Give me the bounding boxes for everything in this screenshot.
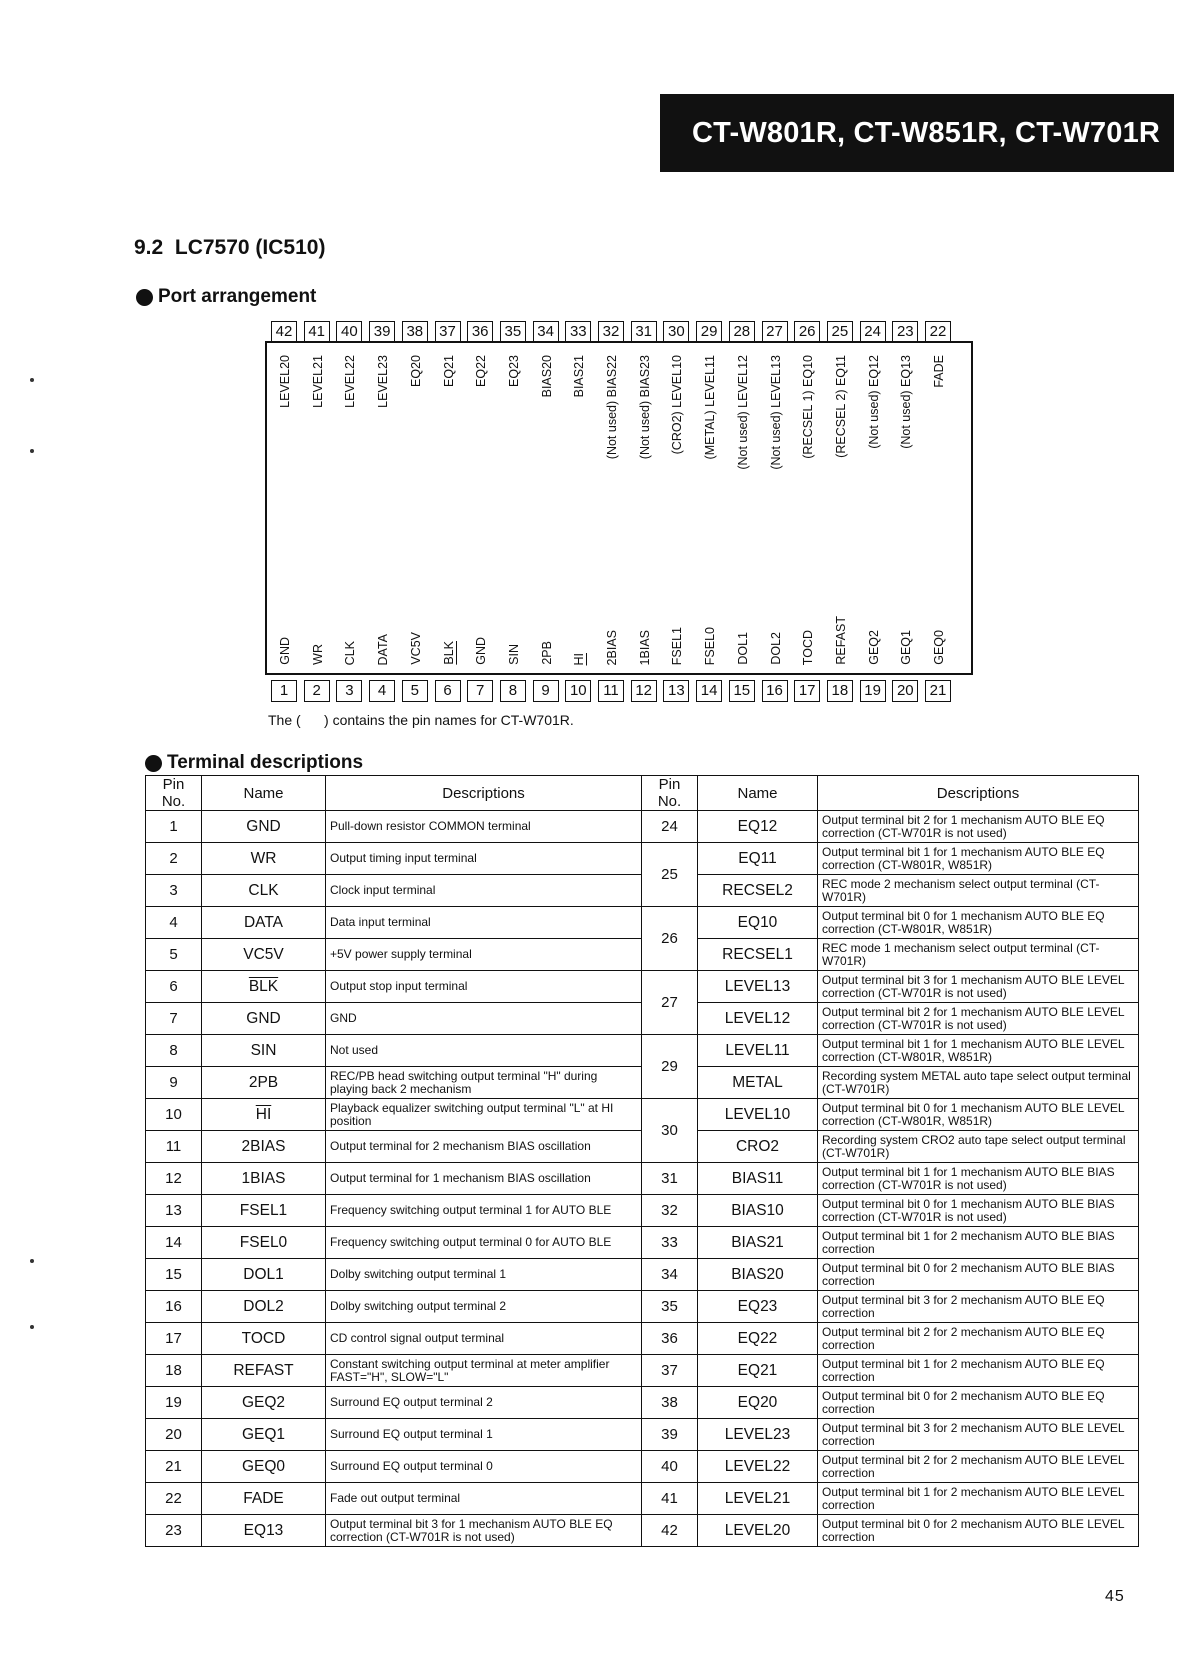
description-cell: Recording system CRO2 auto tape select output terminal (CT-W701R): [818, 1131, 1139, 1163]
description-cell: REC mode 1 mechanism select output terminal (CT-W701R): [818, 939, 1139, 971]
pin-name-cell: EQ11: [698, 843, 818, 875]
description-cell: CD control signal output terminal: [326, 1323, 642, 1355]
pin-number-cell: 24: [642, 811, 698, 843]
header-pin-no: Pin No.: [642, 776, 698, 811]
pin-number-cell: 26: [642, 907, 698, 971]
terminal-descriptions-table: [145, 775, 1139, 1547]
pin-number-cell: 21: [146, 1451, 202, 1483]
pin-label: HI: [572, 652, 587, 665]
description-cell: Pull-down resistor COMMON terminal: [326, 811, 642, 843]
description-cell: Output terminal bit 0 for 1 mechanism AUTO BLE LEVEL correction (CT-W801R, W851R): [818, 1099, 1139, 1131]
description-cell: Output terminal for 2 mechanism BIAS oscillation: [326, 1131, 642, 1163]
pin-number-box: 10: [565, 680, 591, 702]
pin-number-cell: 42: [642, 1515, 698, 1547]
margin-dot: [30, 449, 34, 453]
pin-number-box: 25: [827, 321, 853, 343]
pin-label: (RECSEL 1) EQ10: [801, 355, 816, 459]
bullet-icon: [136, 289, 153, 306]
pin-name-cell: LEVEL20: [698, 1515, 818, 1547]
terminal-heading-text: Terminal descriptions: [167, 752, 364, 773]
pin-label: 2PB: [539, 641, 554, 665]
pin-number-cell: 35: [642, 1291, 698, 1323]
description-cell: Output terminal bit 2 for 2 mechanism AUTO BLE EQ correction: [818, 1323, 1139, 1355]
description-cell: Playback equalizer switching output terminal "L" at HI position: [326, 1099, 642, 1131]
pin-label: GND: [474, 637, 489, 665]
pin-name-cell: $\overline{BLK}$: [202, 971, 326, 1003]
pin-label: FSEL0: [703, 626, 718, 665]
pin-name-cell: 2PB: [202, 1067, 326, 1099]
pin-number-box: 32: [598, 321, 624, 343]
pin-number-cell: 7: [146, 1003, 202, 1035]
port-heading-text: Port arrangement: [158, 286, 317, 307]
pin-label: WR: [310, 644, 325, 665]
pin-name-cell: VC5V: [202, 939, 326, 971]
pin-number-box: 1: [271, 680, 297, 702]
terminal-heading: [145, 752, 363, 774]
margin-dot: [30, 378, 34, 382]
section-title: [134, 236, 325, 260]
table-row: [146, 1515, 1139, 1547]
pin-name-cell: 1BIAS: [202, 1163, 326, 1195]
pin-number-box: 15: [729, 680, 755, 702]
pin-number-box: 4: [369, 680, 395, 702]
pin-label: LEVEL23: [376, 355, 391, 408]
pin-number-cell: 23: [146, 1515, 202, 1547]
pin-number-box: 17: [794, 680, 820, 702]
header-name: Name: [202, 776, 326, 811]
description-cell: Output terminal bit 2 for 1 mechanism AUTO BLE LEVEL correction (CT-W701R is not used): [818, 1003, 1139, 1035]
margin-dot: [30, 1259, 34, 1263]
pin-number-box: 13: [663, 680, 689, 702]
pin-name-cell: TOCD: [202, 1323, 326, 1355]
pin-name-cell: LEVEL10: [698, 1099, 818, 1131]
pin-number-box: 23: [892, 321, 918, 343]
pin-label: EQ21: [441, 355, 456, 387]
pin-number-box: 3: [336, 680, 362, 702]
description-cell: Output terminal bit 1 for 1 mechanism AUTO BLE BIAS correction (CT-W701R is not used): [818, 1163, 1139, 1195]
description-cell: Output terminal bit 0 for 2 mechanism AUTO BLE BIAS correction: [818, 1259, 1139, 1291]
description-cell: Output terminal bit 2 for 1 mechanism AUTO BLE EQ correction (CT-W701R is not used): [818, 811, 1139, 843]
pin-number-box: 37: [435, 321, 461, 343]
description-cell: Surround EQ output terminal 1: [326, 1419, 642, 1451]
pin-name-cell: REFAST: [202, 1355, 326, 1387]
pin-number-box: 26: [794, 321, 820, 343]
pin-number-cell: 11: [146, 1131, 202, 1163]
pin-number-box: 30: [663, 321, 689, 343]
table-row: [146, 1099, 1139, 1131]
pin-name-cell: BIAS21: [698, 1227, 818, 1259]
pin-name-cell: BIAS20: [698, 1259, 818, 1291]
description-cell: Output terminal bit 1 for 2 mechanism AUTO BLE LEVEL correction: [818, 1483, 1139, 1515]
pin-label: EQ20: [408, 355, 423, 387]
pin-number-cell: 12: [146, 1163, 202, 1195]
pin-label: 2BIAS: [605, 629, 619, 665]
description-cell: Output terminal bit 3 for 2 mechanism AUTO BLE EQ correction: [818, 1291, 1139, 1323]
pin-name-cell: LEVEL11: [698, 1035, 818, 1067]
pin-number-cell: 29: [642, 1035, 698, 1099]
pin-label: (Not used) LEVEL12: [735, 355, 750, 470]
pin-label: DOL1: [735, 632, 750, 665]
pin-number-cell: 27: [642, 971, 698, 1035]
description-cell: Output terminal bit 0 for 2 mechanism AUTO BLE LEVEL correction: [818, 1515, 1139, 1547]
pin-name-cell: LEVEL13: [698, 971, 818, 1003]
pin-number-box: 27: [762, 321, 788, 343]
pin-label: DOL2: [768, 632, 783, 665]
margin-dot: [30, 1325, 34, 1329]
pin-name-cell: EQ12: [698, 811, 818, 843]
pin-number-box: 11: [598, 680, 624, 702]
pin-label: LEVEL22: [343, 355, 358, 408]
description-cell: Output terminal bit 0 for 2 mechanism AUTO BLE EQ correction: [818, 1387, 1139, 1419]
pin-name-cell: METAL: [698, 1067, 818, 1099]
pin-number-box: 5: [402, 680, 428, 702]
pin-number-cell: 1: [146, 811, 202, 843]
table-header-row: [146, 776, 1139, 811]
pin-label: FSEL1: [670, 626, 685, 665]
table-row: [146, 1355, 1139, 1387]
description-cell: Clock input terminal: [326, 875, 642, 907]
pin-number-box: 24: [860, 321, 886, 343]
table-row: [146, 1451, 1139, 1483]
pin-name-cell: DATA: [202, 907, 326, 939]
pin-name-cell: $\overline{HI}$: [202, 1099, 326, 1131]
table-row: [146, 1323, 1139, 1355]
pin-number-cell: 37: [642, 1355, 698, 1387]
description-cell: Output terminal bit 1 for 2 mechanism AUTO BLE EQ correction: [818, 1355, 1139, 1387]
pin-number-box: 8: [500, 680, 526, 702]
pin-label: (METAL) LEVEL11: [703, 355, 718, 460]
pin-number-cell: 15: [146, 1259, 202, 1291]
description-cell: REC/PB head switching output terminal "H" during playing back 2 mechanism: [326, 1067, 642, 1099]
section-name: LC7570 (IC510): [174, 236, 326, 259]
pin-number-cell: 13: [146, 1195, 202, 1227]
pin-label: (Not used) EQ12: [866, 355, 881, 449]
description-cell: Output timing input terminal: [326, 843, 642, 875]
pin-name-cell: LEVEL12: [698, 1003, 818, 1035]
description-cell: Output terminal bit 1 for 1 mechanism AUTO BLE EQ correction (CT-W801R, W851R): [818, 843, 1139, 875]
pin-label: (Not used) EQ13: [899, 355, 914, 449]
ic-package-diagram: [265, 341, 973, 675]
header-pin-no: Pin No.: [146, 776, 202, 811]
description-cell: Output terminal for 1 mechanism BIAS oscillation: [326, 1163, 642, 1195]
pin-name-cell: BIAS10: [698, 1195, 818, 1227]
page-number: 45: [1105, 1588, 1125, 1605]
pin-number-box: 6: [435, 680, 461, 702]
pin-label: CLK: [343, 640, 358, 665]
table-row: [146, 1163, 1139, 1195]
pin-number-box: 42: [271, 321, 297, 343]
pin-label: TOCD: [801, 629, 816, 665]
pin-name-cell: WR: [202, 843, 326, 875]
pin-number-box: 2: [304, 680, 330, 702]
pin-label: (Not used) BIAS22: [605, 355, 619, 460]
pin-label: LEVEL20: [278, 355, 292, 408]
pin-number-cell: 8: [146, 1035, 202, 1067]
pin-number-cell: 41: [642, 1483, 698, 1515]
pin-label: EQ23: [506, 355, 521, 387]
pin-number-box: 34: [533, 321, 559, 343]
pin-label: BIAS20: [539, 355, 554, 398]
pin-number-box: 39: [369, 321, 395, 343]
description-cell: Output terminal bit 1 for 1 mechanism AUTO BLE LEVEL correction (CT-W801R, W851R): [818, 1035, 1139, 1067]
pin-number-cell: 36: [642, 1323, 698, 1355]
description-cell: Output terminal bit 3 for 2 mechanism AUTO BLE LEVEL correction: [818, 1419, 1139, 1451]
pin-name-cell: EQ10: [698, 907, 818, 939]
pin-name-cell: FADE: [202, 1483, 326, 1515]
description-cell: Dolby switching output terminal 1: [326, 1259, 642, 1291]
table-row: [146, 1035, 1139, 1067]
pin-number-box: 19: [860, 680, 886, 702]
pin-label: (Not used) LEVEL13: [768, 355, 783, 470]
pin-name-cell: GND: [202, 811, 326, 843]
pin-number-cell: 34: [642, 1259, 698, 1291]
pin-name-cell: GEQ0: [202, 1451, 326, 1483]
pin-label: GEQ2: [866, 630, 881, 665]
table-row: [146, 1259, 1139, 1291]
pin-number-cell: 5: [146, 939, 202, 971]
pin-name-cell: 2BIAS: [202, 1131, 326, 1163]
description-cell: Data input terminal: [326, 907, 642, 939]
pin-number-box: 18: [827, 680, 853, 702]
pin-label: (Not used) BIAS23: [637, 355, 652, 460]
header-descriptions: Descriptions: [818, 776, 1139, 811]
pin-number-box: 9: [533, 680, 559, 702]
header-descriptions: Descriptions: [326, 776, 642, 811]
pin-label: 1BIAS: [637, 629, 652, 665]
description-cell: Fade out output terminal: [326, 1483, 642, 1515]
description-cell: Surround EQ output terminal 2: [326, 1387, 642, 1419]
pin-name-cell: EQ20: [698, 1387, 818, 1419]
pin-label: LEVEL21: [310, 355, 325, 408]
table-row: [146, 1419, 1139, 1451]
pin-label: BLK: [441, 641, 456, 665]
pin-name-cell: BIAS11: [698, 1163, 818, 1195]
pin-name-cell: SIN: [202, 1035, 326, 1067]
pin-name-cell: CRO2: [698, 1131, 818, 1163]
table-row: [146, 1291, 1139, 1323]
pin-name-cell: GEQ1: [202, 1419, 326, 1451]
pin-name-cell: RECSEL1: [698, 939, 818, 971]
pin-label: GEQ0: [932, 630, 946, 665]
pin-number-cell: 22: [146, 1483, 202, 1515]
pin-label: EQ22: [474, 355, 489, 387]
pin-number-cell: 16: [146, 1291, 202, 1323]
description-cell: Not used: [326, 1035, 642, 1067]
pin-number-cell: 6: [146, 971, 202, 1003]
description-cell: Output terminal bit 2 for 2 mechanism AUTO BLE LEVEL correction: [818, 1451, 1139, 1483]
description-cell: Output terminal bit 1 for 2 mechanism AUTO BLE BIAS correction: [818, 1227, 1139, 1259]
pin-number-box: 36: [467, 321, 493, 343]
pin-number-cell: 30: [642, 1099, 698, 1163]
pin-number-box: 22: [925, 321, 951, 343]
pin-number-box: 12: [631, 680, 657, 702]
pin-number-cell: 40: [642, 1451, 698, 1483]
pin-number-cell: 33: [642, 1227, 698, 1259]
description-cell: Output terminal bit 0 for 1 mechanism AUTO BLE EQ correction (CT-W801R, W851R): [818, 907, 1139, 939]
description-cell: Constant switching output terminal at meter amplifier FAST="H", SLOW="L": [326, 1355, 642, 1387]
table-row: [146, 811, 1139, 843]
pin-number-cell: 4: [146, 907, 202, 939]
pin-number-cell: 14: [146, 1227, 202, 1259]
header-name: Name: [698, 776, 818, 811]
pin-number-cell: 31: [642, 1163, 698, 1195]
table-row: [146, 843, 1139, 875]
table-row: [146, 1195, 1139, 1227]
pin-number-box: 41: [304, 321, 330, 343]
description-cell: REC mode 2 mechanism select output terminal (CT-W701R): [818, 875, 1139, 907]
port-heading: [136, 286, 316, 308]
pin-name-cell: LEVEL22: [698, 1451, 818, 1483]
pin-number-box: 7: [467, 680, 493, 702]
model-title: CT-W801R, CT-W851R, CT-W701R: [692, 117, 1161, 149]
table-row: [146, 1483, 1139, 1515]
description-cell: Output terminal bit 3 for 1 mechanism AUTO BLE LEVEL correction (CT-W701R is not used): [818, 971, 1139, 1003]
description-cell: Surround EQ output terminal 0: [326, 1451, 642, 1483]
table-row: [146, 971, 1139, 1003]
description-cell: Frequency switching output terminal 0 for AUTO BLE: [326, 1227, 642, 1259]
description-cell: Dolby switching output terminal 2: [326, 1291, 642, 1323]
pin-number-box: 20: [892, 680, 918, 702]
pin-name-cell: DOL2: [202, 1291, 326, 1323]
pin-label: GND: [278, 637, 292, 665]
pin-number-cell: 20: [146, 1419, 202, 1451]
table-row: [146, 1227, 1139, 1259]
bottom-pin-numbers: [271, 680, 986, 704]
pin-number-box: 28: [729, 321, 755, 343]
pin-name-cell: FSEL0: [202, 1227, 326, 1259]
pin-number-box: 38: [402, 321, 428, 343]
pin-number-cell: 18: [146, 1355, 202, 1387]
pin-number-cell: 17: [146, 1323, 202, 1355]
pin-label: GEQ1: [899, 630, 914, 665]
pin-label: (CRO2) LEVEL10: [670, 355, 685, 455]
pin-name-cell: GND: [202, 1003, 326, 1035]
pin-number-box: 33: [565, 321, 591, 343]
description-cell: Recording system METAL auto tape select output terminal (CT-W701R): [818, 1067, 1139, 1099]
pin-name-cell: GEQ2: [202, 1387, 326, 1419]
pin-name-cell: CLK: [202, 875, 326, 907]
pin-number-cell: 3: [146, 875, 202, 907]
description-cell: Output terminal bit 3 for 1 mechanism AUTO BLE EQ correction (CT-W701R is not used): [326, 1515, 642, 1547]
pin-name-cell: EQ23: [698, 1291, 818, 1323]
pin-number-box: 31: [631, 321, 657, 343]
pin-number-cell: 2: [146, 843, 202, 875]
pin-name-cell: EQ13: [202, 1515, 326, 1547]
table-row: [146, 907, 1139, 939]
pin-name-cell: RECSEL2: [698, 875, 818, 907]
pin-label: VC5V: [408, 632, 423, 665]
pin-label: BIAS21: [572, 355, 587, 398]
pin-number-cell: 25: [642, 843, 698, 907]
description-cell: Frequency switching output terminal 1 for AUTO BLE: [326, 1195, 642, 1227]
pin-number-box: 14: [696, 680, 722, 702]
pin-name-cell: LEVEL23: [698, 1419, 818, 1451]
pin-name-note: The ( ) contains the pin names for CT-W701R.: [268, 712, 574, 728]
pin-name-cell: EQ21: [698, 1355, 818, 1387]
pin-number-box: 35: [500, 321, 526, 343]
description-cell: Output terminal bit 0 for 1 mechanism AUTO BLE BIAS correction (CT-W701R is not used): [818, 1195, 1139, 1227]
pin-number-box: 16: [762, 680, 788, 702]
pin-number-cell: 10: [146, 1099, 202, 1131]
pin-number-box: 29: [696, 321, 722, 343]
pin-number-cell: 39: [642, 1419, 698, 1451]
pin-label: REFAST: [833, 616, 848, 665]
model-banner: [660, 94, 1174, 172]
pin-name-cell: EQ22: [698, 1323, 818, 1355]
pin-number-box: 21: [925, 680, 951, 702]
table-row: [146, 1387, 1139, 1419]
pin-number-cell: 19: [146, 1387, 202, 1419]
pin-name-cell: FSEL1: [202, 1195, 326, 1227]
pin-name-cell: DOL1: [202, 1259, 326, 1291]
pin-number-cell: 38: [642, 1387, 698, 1419]
pin-number-cell: 32: [642, 1195, 698, 1227]
pin-label: SIN: [506, 644, 521, 665]
bullet-icon: [145, 755, 162, 772]
section-number: 9.2: [134, 236, 164, 259]
pin-label: DATA: [376, 633, 391, 665]
pin-label: (RECSEL 2) EQ11: [833, 355, 848, 458]
description-cell: Output stop input terminal: [326, 971, 642, 1003]
description-cell: +5V power supply terminal: [326, 939, 642, 971]
pin-number-cell: 9: [146, 1067, 202, 1099]
pin-number-box: 40: [336, 321, 362, 343]
pin-label: FADE: [932, 355, 946, 388]
description-cell: GND: [326, 1003, 642, 1035]
pin-name-cell: LEVEL21: [698, 1483, 818, 1515]
